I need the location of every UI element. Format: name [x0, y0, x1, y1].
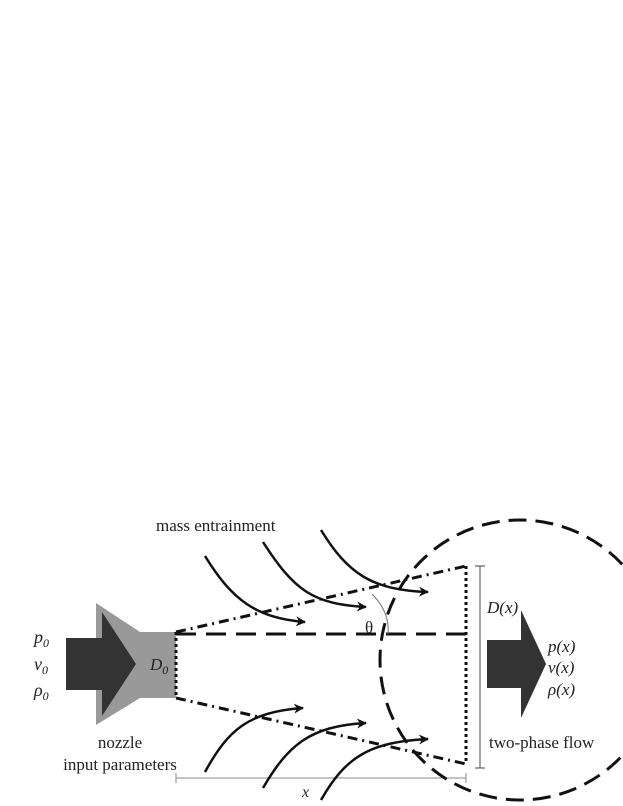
axial-distance-label: x: [302, 784, 310, 801]
outlet-param-v: v(x): [548, 658, 575, 677]
inlet-param-rho-symbol: ρ: [34, 680, 43, 700]
spread-angle-arc: [372, 594, 388, 634]
jet-diameter-label: D(x): [487, 598, 519, 617]
spread-angle-label: θ: [365, 618, 374, 637]
inlet-param-p-sub: 0: [43, 636, 49, 650]
entrainment-arrow-bottom-3: [321, 739, 428, 800]
inlet-param-rho: [33, 680, 49, 703]
entrainment-arrow-bottom-1: [205, 708, 303, 772]
outlet-arrow: [487, 610, 546, 718]
inlet-param-p: [32, 627, 49, 650]
inlet-param-v-symbol: v: [34, 654, 42, 674]
mass-entrainment-label: mass entrainment: [156, 516, 276, 535]
inlet-param-rho-sub: 0: [42, 689, 49, 703]
input-parameters-label: input parameters: [63, 755, 177, 774]
two-phase-flow-label: two-phase flow: [489, 733, 595, 752]
outlet-param-p: p(x): [548, 637, 576, 656]
entrainment-arrow-top-1: [205, 556, 305, 622]
nozzle-diameter-symbol: D: [150, 655, 163, 674]
inlet-param-v-sub: 0: [42, 663, 48, 677]
entrainment-arrow-top-3: [321, 530, 428, 592]
outlet-param-rho: ρ(x): [548, 680, 576, 699]
inlet-param-v: [34, 654, 48, 677]
inlet-param-p-symbol: p: [34, 627, 43, 647]
nozzle-diameter-subscript: 0: [162, 663, 169, 677]
nozzle-label: nozzle: [97, 733, 143, 752]
entrainment-arrow-top-2: [263, 542, 366, 607]
